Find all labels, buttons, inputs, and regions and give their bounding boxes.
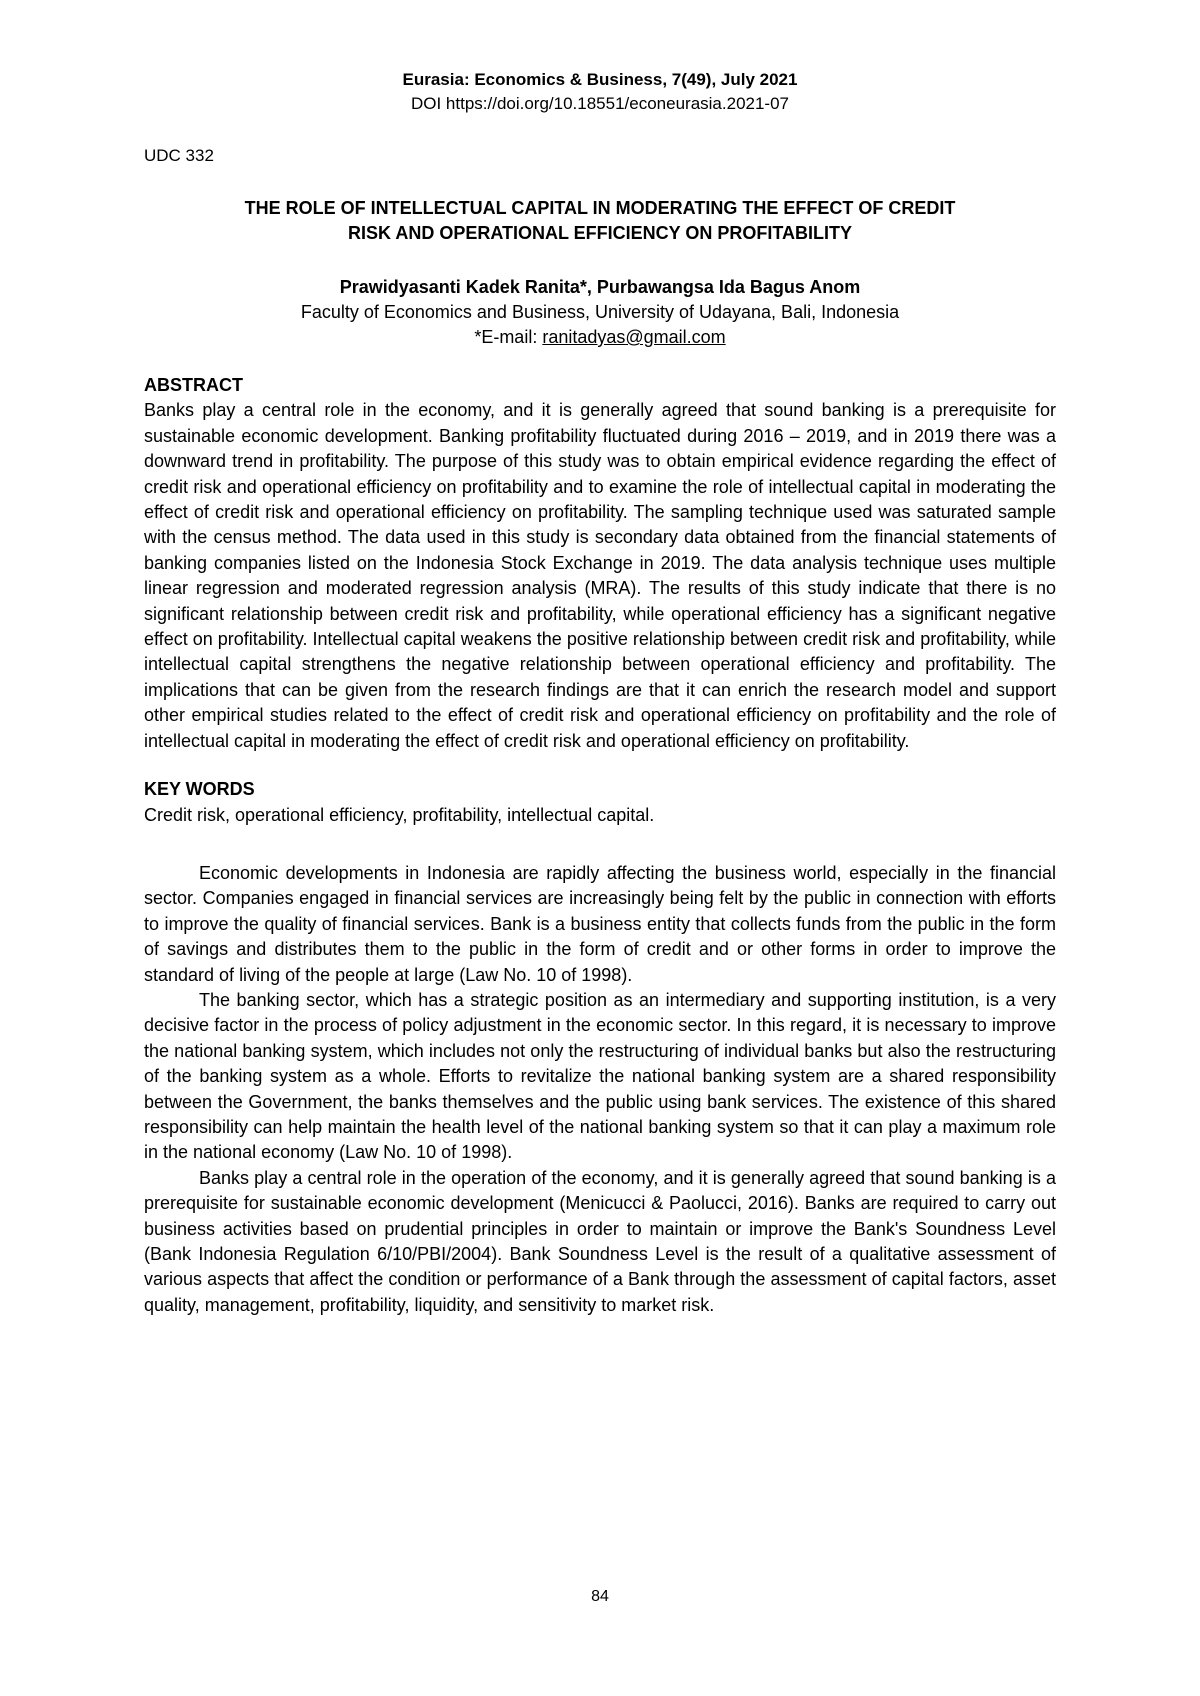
author-names: Prawidyasanti Kadek Ranita*, Purbawangsa Ida Bagus Anom bbox=[339, 277, 861, 297]
author-block bbox=[144, 275, 1056, 350]
keywords-heading: KEY WORDS bbox=[144, 779, 255, 800]
body-paragraph: The banking sector, which has a strategic position as an intermediary and supporting institution, is a very decisive factor in the process of policy adjustment in the economic sector. In this regard, it is necessary to improve the national banking system, which includes not only the restructuring of individual banks but also the restructuring of the banking system as a whole. Efforts to revitalize the national banking system are a shared responsibility between the Government, the banks themselves and the public using bank services. The existence of this shared responsibility can help maintain the health level of the national banking system so that it can play a maximum role in the national economy (Law No. 10 of 1998). bbox=[144, 989, 1056, 1163]
email-link[interactable]: ranitadyas@gmail.com bbox=[542, 327, 726, 347]
email-label: *E-mail: bbox=[474, 327, 543, 347]
paper-title bbox=[144, 196, 1056, 246]
journal-title: Eurasia: Economics & Business, 7(49), July 2021 bbox=[402, 70, 798, 89]
abstract-heading: ABSTRACT bbox=[144, 375, 243, 395]
abstract-text: Banks play a central role in the economy, and it is generally agreed that sound banking is a prerequisite for sustainable economic development. Banking profitability fluctuated during 2016 – 2019, and in 2019 there was a downward trend in profitability. The purpose of this study was to obtain empirical evidence regarding the effect of credit risk and operational efficiency on profitability and to examine the role of intellectual capital in moderating the effect of credit risk and operational efficiency on profitability. The sampling technique used was saturated sample with the census method. The data used in this study is secondary data obtained from the financial statements of banking companies listed on the Indonesia Stock Exchange in 2019. The data analysis technique uses multiple linear regression and moderated regression analysis (MRA). The results of this study indicate that there is no significant relationship between credit risk and profitability, while operational efficiency has a significant negative effect on profitability. Intellectual capital weakens the positive relationship between credit risk and profitability, while intellectual capital strengthens the negative relationship between operational efficiency and profitability. The implications that can be given from the research findings are that it can enrich the research model and support other empirical studies related to the effect of credit risk and operational efficiency on profitability and the role of intellectual capital in moderating the effect of credit risk and operational efficiency on profitability. bbox=[144, 400, 1056, 751]
paper-title-line: RISK AND OPERATIONAL EFFICIENCY ON PROFITABILITY bbox=[347, 223, 853, 243]
udc-code: UDC 332 bbox=[144, 146, 214, 165]
body-paragraph: Banks play a central role in the operation of the economy, and it is generally agreed that sound banking is a prerequisite for sustainable economic development (Menicucci & Paolucci, 2016). Banks are required to carry out business activities based on prudential principles in order to maintain or improve the Bank's Soundness Level (Bank Indonesia Regulation 6/10/PBI/2004). Bank Soundness Level is the result of a qualitative assessment of various aspects that affect the condition or performance of a Bank through the assessment of capital factors, asset quality, management, profitability, liquidity, and sensitivity to market risk. bbox=[144, 1167, 1056, 1315]
author-affiliation: Faculty of Economics and Business, University of Udayana, Bali, Indonesia bbox=[300, 302, 900, 322]
journal-doi: DOI https://doi.org/10.18551/econeurasia.2021-07 bbox=[410, 94, 790, 113]
author-email-line bbox=[144, 325, 1056, 350]
keywords-text: Credit risk, operational efficiency, profitability, intellectual capital. bbox=[144, 804, 655, 825]
page-number: 84 bbox=[591, 1588, 609, 1605]
main-text bbox=[144, 373, 1056, 1318]
paper-title-line: THE ROLE OF INTELLECTUAL CAPITAL IN MODERATING THE EFFECT OF CREDIT bbox=[244, 198, 956, 218]
body-paragraph: Economic developments in Indonesia are rapidly affecting the business world, especially in the financial sector. Companies engaged in financial services are increasingly being felt by the public in connection with efforts to improve the quality of financial services. Bank is a business entity that collects funds from the public in the form of savings and distributes them to the public in the form of credit and or other forms in order to improve the standard of living of the people at large (Law No. 10 of 1998). bbox=[144, 862, 1056, 985]
